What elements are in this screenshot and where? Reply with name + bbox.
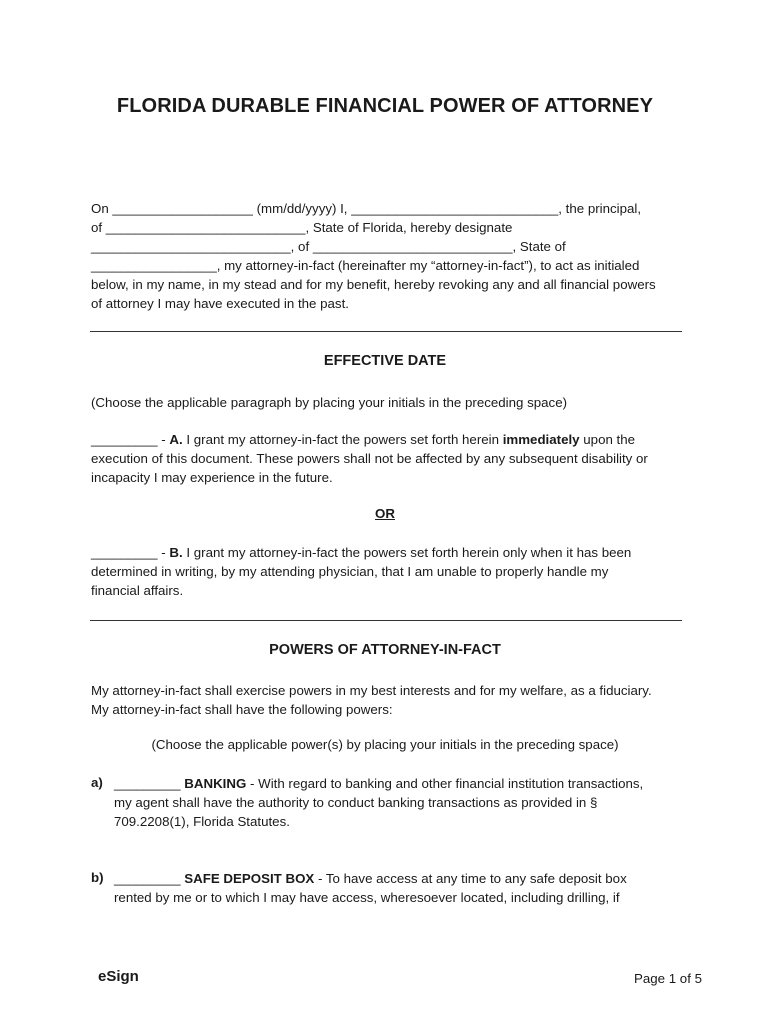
initials-blank-a[interactable]: _________ -: [91, 432, 170, 447]
effective-date-instruction: [91, 393, 691, 412]
option-a-line: execution of this document. These powers shall not be affected by any subsequent disability or: [91, 451, 648, 466]
option-a-line: incapacity I may experience in the future.: [91, 470, 333, 485]
esign-logo: eSign: [98, 968, 139, 985]
intro-line: On ___________________ (mm/dd/yyyy) I, ____________________________, the principal,: [91, 201, 642, 216]
intro-line: of attorney I may have executed in the past.: [91, 296, 349, 311]
intro-line: of ___________________________, State of Florida, hereby designate: [91, 220, 513, 235]
initials-blank-b[interactable]: _________ -: [91, 545, 170, 560]
safe-deposit-line: rented by me or to which I may have access, wheresoever located, including drilling, if: [114, 890, 620, 905]
intro-line: _________________, my attorney-in-fact (hereinafter my “attorney-in-fact”), to act as initialed: [91, 258, 640, 273]
effective-date-heading: EFFECTIVE DATE: [323, 353, 447, 369]
option-b-label: B.: [169, 545, 183, 560]
banking-title: BANKING: [184, 776, 247, 791]
option-a-text-end: upon the: [579, 432, 636, 447]
option-b-text: I grant my attorney-in-fact the powers set forth herein only when it has been: [182, 545, 632, 560]
banking-line: 709.2208(1), Florida Statutes.: [114, 814, 290, 829]
instruction-text: (Choose the applicable paragraph by placing your initials in the preceding space): [91, 395, 568, 410]
option-b-line: financial affairs.: [91, 583, 184, 598]
safe-deposit-power: [114, 869, 694, 907]
intro-line: below, in my name, in my stead and for my benefit, hereby revoking any and all financial powers: [91, 277, 656, 292]
or-label: OR: [375, 506, 395, 521]
item-marker-b: b): [91, 870, 104, 885]
banking-text: - With regard to banking and other financial institution transactions,: [246, 776, 644, 791]
intro-line: ___________________________, of ___________________________, State of: [91, 239, 566, 254]
item-marker-a: a): [91, 775, 103, 790]
banking-line: my agent shall have the authority to conduct banking transactions as provided in §: [114, 795, 598, 810]
banking-power: [114, 774, 694, 831]
section-divider: [90, 331, 682, 332]
option-a-text: I grant my attorney-in-fact the powers set forth herein: [182, 432, 503, 447]
option-b-paragraph: [91, 543, 691, 600]
intro-paragraph: [91, 199, 691, 313]
safe-deposit-title: SAFE DEPOSIT BOX: [184, 871, 315, 886]
option-a-label: A.: [169, 432, 183, 447]
document-title: FLORIDA DURABLE FINANCIAL POWER OF ATTORNEY: [116, 95, 654, 117]
powers-intro-line: My attorney-in-fact shall exercise powers in my best interests and for my welfare, as a fiduciary.: [91, 683, 652, 698]
powers-instruction: (Choose the applicable power(s) by placing your initials in the preceding space): [151, 737, 619, 752]
section-divider: [90, 620, 682, 621]
page-number: Page 1 of 5: [633, 971, 702, 986]
option-a-emphasis: immediately: [502, 432, 580, 447]
option-a-paragraph: [91, 430, 691, 487]
safe-deposit-text: - To have access at any time to any safe deposit box: [314, 871, 627, 886]
powers-intro: [91, 681, 691, 719]
initials-blank-banking[interactable]: _________: [114, 776, 185, 791]
powers-intro-line: My attorney-in-fact shall have the following powers:: [91, 702, 393, 717]
powers-heading: POWERS OF ATTORNEY-IN-FACT: [269, 642, 501, 658]
initials-blank-safe-deposit[interactable]: _________: [114, 871, 185, 886]
option-b-line: determined in writing, by my attending physician, that I am unable to properly handle my: [91, 564, 609, 579]
